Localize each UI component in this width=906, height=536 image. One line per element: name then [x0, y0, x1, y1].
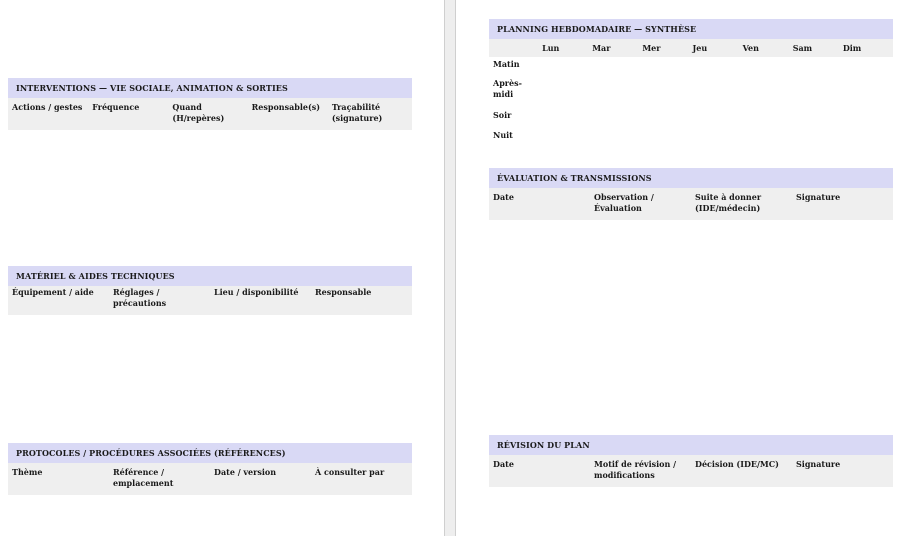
protocoles-column-headers — [8, 463, 412, 495]
column-header: Date — [493, 459, 514, 469]
evaluation-section — [489, 168, 893, 220]
column-header: Signature — [796, 192, 841, 202]
day-header: Sam — [792, 43, 813, 53]
revision-column-headers — [489, 455, 893, 487]
column-header: Motif de révision / modifications — [594, 459, 677, 480]
revision-section — [489, 435, 893, 487]
column-header: Quand (H/repères) — [172, 102, 225, 123]
planning-section — [489, 19, 893, 152]
column-header: Fréquence — [92, 102, 140, 112]
day-header: Lun — [542, 43, 560, 53]
column-header: Thème — [12, 467, 43, 477]
planning-title: PLANNING HEBDOMADAIRE — SYNTHÈSE — [489, 19, 893, 39]
interventions-section — [8, 78, 412, 130]
planning-rows — [489, 57, 893, 152]
column-header: Suite à donner (IDE/médecin) — [695, 192, 762, 213]
planning-row-label: Matin — [493, 59, 520, 69]
day-header: Ven — [742, 43, 759, 53]
interventions-title: INTERVENTIONS — VIE SOCIALE, ANIMATION & SORTIES — [8, 78, 412, 98]
column-header: Réglages / précautions — [113, 287, 167, 308]
page-gutter — [444, 0, 456, 536]
planning-day-headers — [489, 39, 893, 57]
materiel-column-headers — [8, 286, 412, 315]
column-header: Équipement / aide — [12, 287, 94, 297]
column-header: Lieu / disponibilité — [214, 287, 299, 297]
day-header: Mar — [592, 43, 611, 53]
column-header: À consulter par — [315, 467, 385, 477]
column-header: Actions / gestes — [12, 102, 83, 112]
column-header: Décision (IDE/MC) — [695, 459, 779, 469]
interventions-column-headers — [8, 98, 412, 130]
column-header: Responsable — [315, 287, 372, 297]
day-header: Dim — [842, 43, 862, 53]
materiel-title: MATÉRIEL & AIDES TECHNIQUES — [8, 266, 412, 286]
evaluation-column-headers — [489, 188, 893, 220]
materiel-section — [8, 266, 412, 315]
planning-row-label: Nuit — [493, 130, 513, 140]
revision-title: RÉVISION DU PLAN — [489, 435, 893, 455]
column-header: Date / version — [214, 467, 277, 477]
protocoles-title: PROTOCOLES / PROCÉDURES ASSOCIÉES (RÉFÉRENCES) — [8, 443, 412, 463]
day-header: Jeu — [692, 43, 708, 53]
planning-row-label: Après-midi — [493, 78, 522, 99]
column-header: Référence / emplacement — [113, 467, 174, 488]
right-page — [456, 0, 906, 536]
evaluation-title: ÉVALUATION & TRANSMISSIONS — [489, 168, 893, 188]
protocoles-section — [8, 443, 412, 495]
column-header: Responsable(s) — [251, 102, 321, 112]
column-header: Traçabilité (signature) — [331, 102, 383, 123]
day-header: Mer — [642, 43, 661, 53]
column-header: Date — [493, 192, 514, 202]
column-header: Observation / Évaluation — [594, 192, 654, 213]
left-page — [0, 0, 444, 536]
planning-row-label: Soir — [493, 110, 512, 120]
column-header: Signature — [796, 459, 841, 469]
